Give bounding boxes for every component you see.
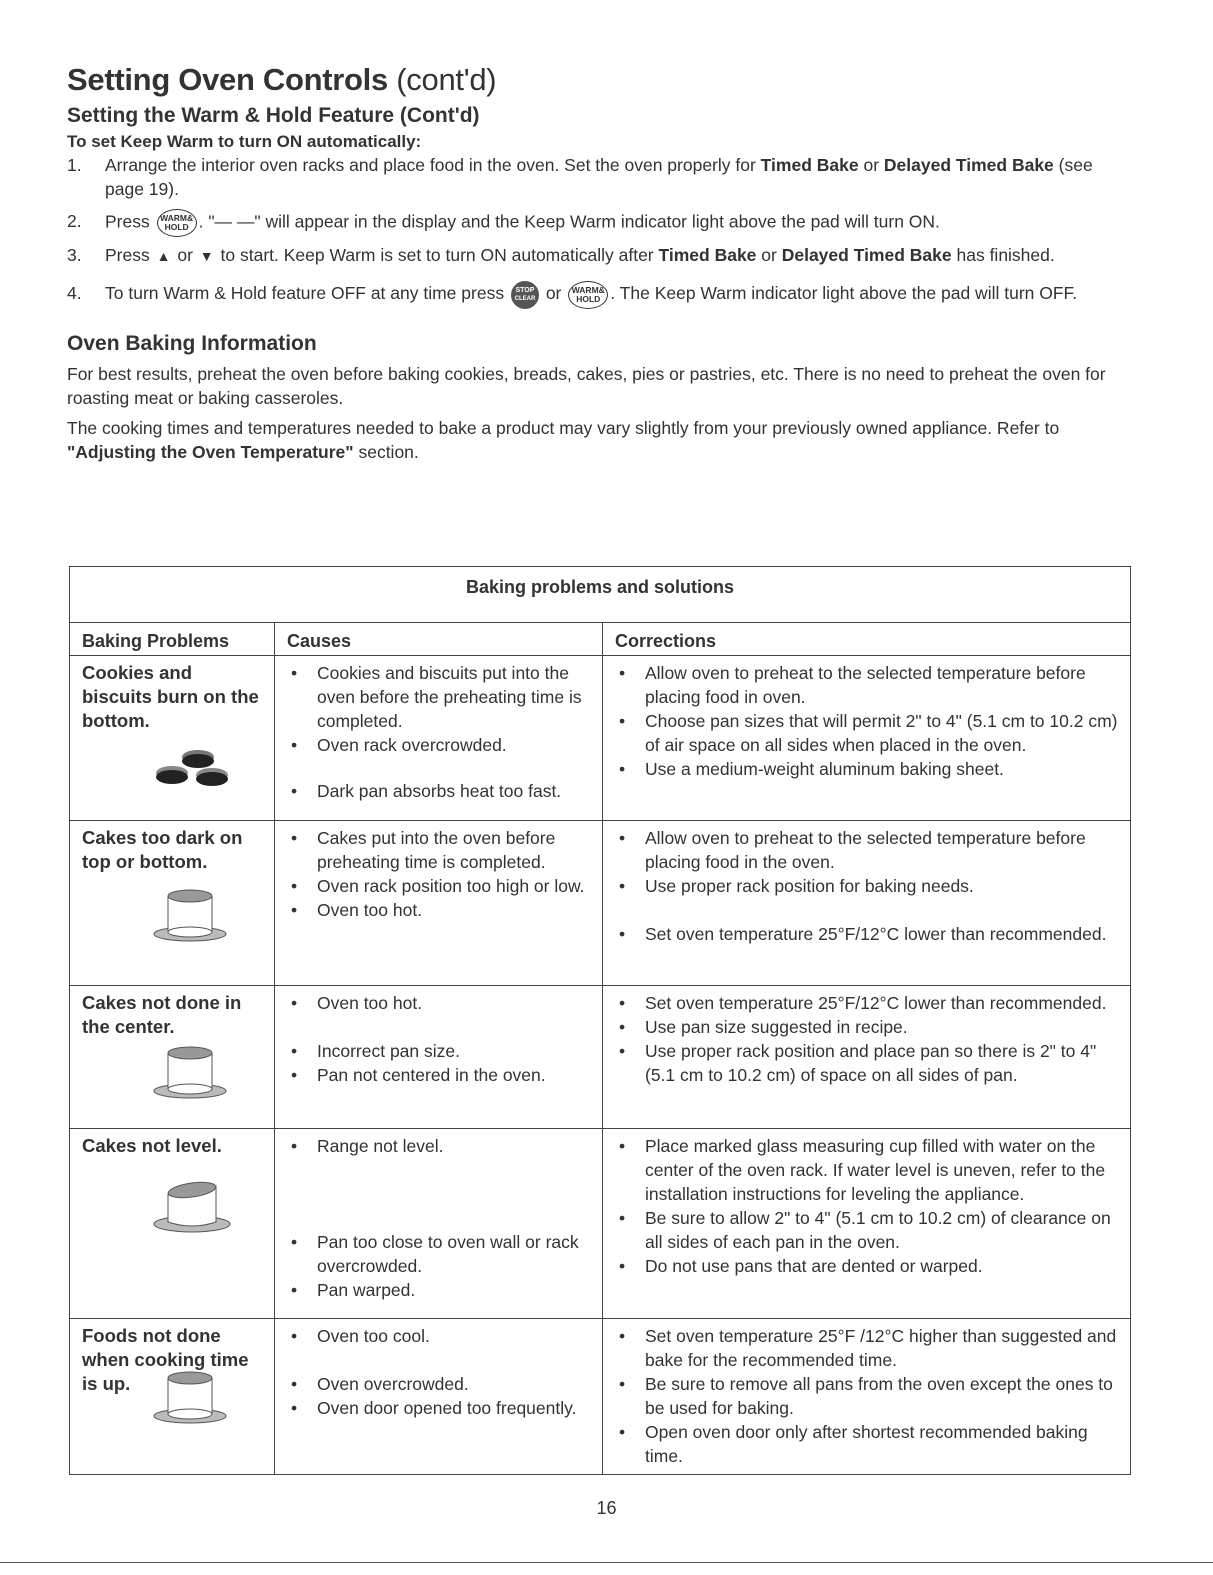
correction-item: • Use a medium-weight aluminum baking sheet. bbox=[617, 757, 1122, 781]
cause-item: • Oven overcrowded. bbox=[289, 1372, 594, 1396]
column-header-corrections: Corrections bbox=[603, 623, 1131, 656]
warm-hold-subtitle: To set Keep Warm to turn ON automatically: bbox=[67, 132, 422, 151]
cake-icon bbox=[150, 1366, 230, 1424]
page-title-suffix: (cont'd) bbox=[396, 62, 497, 97]
table-title: Baking problems and solutions bbox=[70, 567, 1131, 623]
step-4: 4. To turn Warm & Hold feature OFF at any time press STOP CLEAR or WARM& HOLD . The Keep Warm indicator light above the pad will turn OFF. bbox=[67, 276, 1132, 310]
correction-item: • Set oven temperature 25°F/12°C lower than recommended. bbox=[617, 922, 1122, 946]
correction-item: • Choose pan sizes that will permit 2" to 4" (5.1 cm to 10.2 cm) of air space on all sides when placed in the oven. bbox=[617, 709, 1122, 757]
cause-item: • Pan not centered in the oven. bbox=[289, 1063, 594, 1087]
arrow-down-icon: ▼ bbox=[199, 248, 214, 265]
baking-problems-table bbox=[69, 566, 1131, 1475]
warm-hold-title: Setting the Warm & Hold Feature (Cont'd) bbox=[67, 104, 480, 127]
baking-info-paragraph-2: The cooking times and temperatures needed to bake a product may vary slightly from your previously owned appliance. Refer to "Adjusting the Oven Temperature" section. bbox=[67, 418, 1060, 463]
problem-text: Foods not done when cooking time is up. bbox=[82, 1325, 249, 1394]
correction-item: • Place marked glass measuring cup filled with water on the center of the oven rack. If water level is uneven, refer to the installation instructions for leveling the appliance. bbox=[617, 1134, 1122, 1206]
cause-item: • Cookies and biscuits put into the oven before the preheating time is completed. bbox=[289, 661, 594, 733]
page-content bbox=[67, 60, 1132, 470]
correction-item: • Open oven door only after shortest recommended baking time. bbox=[617, 1420, 1122, 1468]
table-row bbox=[70, 656, 1131, 821]
cause-item: • Incorrect pan size. bbox=[289, 1039, 594, 1063]
cake-icon bbox=[150, 884, 230, 942]
baking-info-title: Oven Baking Information bbox=[67, 332, 317, 356]
stop-clear-pad-icon: STOP CLEAR bbox=[511, 281, 539, 309]
column-header-problems: Baking Problems bbox=[70, 623, 275, 656]
footer-divider bbox=[0, 1562, 1213, 1563]
tilted-cake-icon bbox=[150, 1172, 234, 1234]
baking-info-paragraph-1: For best results, preheat the oven before baking cookies, breads, cakes, pies or pastries, etc. There is no need to preheat the oven for roasting meat or baking casseroles. bbox=[67, 364, 1106, 409]
cause-item: • Oven door opened too frequently. bbox=[289, 1396, 594, 1420]
problem-text: Cakes not level. bbox=[82, 1135, 222, 1156]
page-number: 16 bbox=[596, 1498, 617, 1518]
cookies-icon bbox=[152, 743, 234, 795]
cause-item: • Range not level. bbox=[289, 1134, 594, 1158]
cause-item: • Oven rack position too high or low. bbox=[289, 874, 594, 898]
correction-item: • Set oven temperature 25°F/12°C lower than recommended. bbox=[617, 991, 1122, 1015]
table-header-row bbox=[70, 623, 1131, 656]
cake-icon bbox=[150, 1041, 230, 1099]
cause-item: • Oven rack overcrowded. bbox=[289, 733, 594, 757]
correction-item: • Allow oven to preheat to the selected temperature before placing food in oven. bbox=[617, 661, 1122, 709]
arrow-up-icon: ▲ bbox=[156, 248, 171, 265]
cause-item: • Pan warped. bbox=[289, 1278, 594, 1302]
cause-item: • Pan too close to oven wall or rack overcrowded. bbox=[289, 1230, 594, 1278]
problem-text: Cakes not done in the center. bbox=[82, 992, 242, 1037]
cause-item: • Oven too hot. bbox=[289, 898, 594, 922]
page-title: Setting Oven Controls (cont'd) bbox=[67, 62, 497, 97]
problem-text: Cakes too dark on top or bottom. bbox=[82, 827, 243, 872]
table-row bbox=[70, 986, 1131, 1129]
step-3: 3. Press ▲ or ▼ to start. Keep Warm is set to turn ON automatically after Timed Bake or Delayed Timed Bake has finished. bbox=[67, 243, 1132, 268]
cause-item: • Dark pan absorbs heat too fast. bbox=[289, 779, 594, 803]
cause-item: • Oven too cool. bbox=[289, 1324, 594, 1348]
column-header-causes: Causes bbox=[275, 623, 603, 656]
step-1: 1. Arrange the interior oven racks and place food in the oven. Set the oven properly for Timed Bake or Delayed Timed Bake (see page 19). bbox=[67, 155, 1093, 199]
warm-hold-pad-icon: WARM& HOLD bbox=[568, 281, 608, 309]
table-row bbox=[70, 1129, 1131, 1319]
warm-hold-steps bbox=[67, 153, 1132, 310]
correction-item: • Set oven temperature 25°F /12°C higher than suggested and bake for the recommended time. bbox=[617, 1324, 1122, 1372]
cause-item: • Oven too hot. bbox=[289, 991, 594, 1015]
cause-item: • Cakes put into the oven before preheating time is completed. bbox=[289, 826, 594, 874]
problem-text: Cookies and biscuits burn on the bottom. bbox=[82, 662, 259, 731]
correction-item: • Do not use pans that are dented or warped. bbox=[617, 1254, 1122, 1278]
correction-item: • Use proper rack position for baking needs. bbox=[617, 874, 1122, 898]
table-row bbox=[70, 821, 1131, 986]
correction-item: • Be sure to remove all pans from the oven except the ones to be used for baking. bbox=[617, 1372, 1122, 1420]
correction-item: • Use proper rack position and place pan so there is 2" to 4" (5.1 cm to 10.2 cm) of space on all sides of pan. bbox=[617, 1039, 1122, 1087]
correction-item: • Use pan size suggested in recipe. bbox=[617, 1015, 1122, 1039]
warm-hold-pad-icon: WARM& HOLD bbox=[157, 209, 197, 237]
table-row bbox=[70, 1319, 1131, 1475]
step-2: 2. Press WARM& HOLD . "— —" will appear in the display and the Keep Warm indicator light above the pad will turn ON. bbox=[67, 209, 1132, 237]
correction-item: • Be sure to allow 2" to 4" (5.1 cm to 10.2 cm) of clearance on all sides of each pan in the oven. bbox=[617, 1206, 1122, 1254]
correction-item: • Allow oven to preheat to the selected temperature before placing food in the oven. bbox=[617, 826, 1122, 874]
